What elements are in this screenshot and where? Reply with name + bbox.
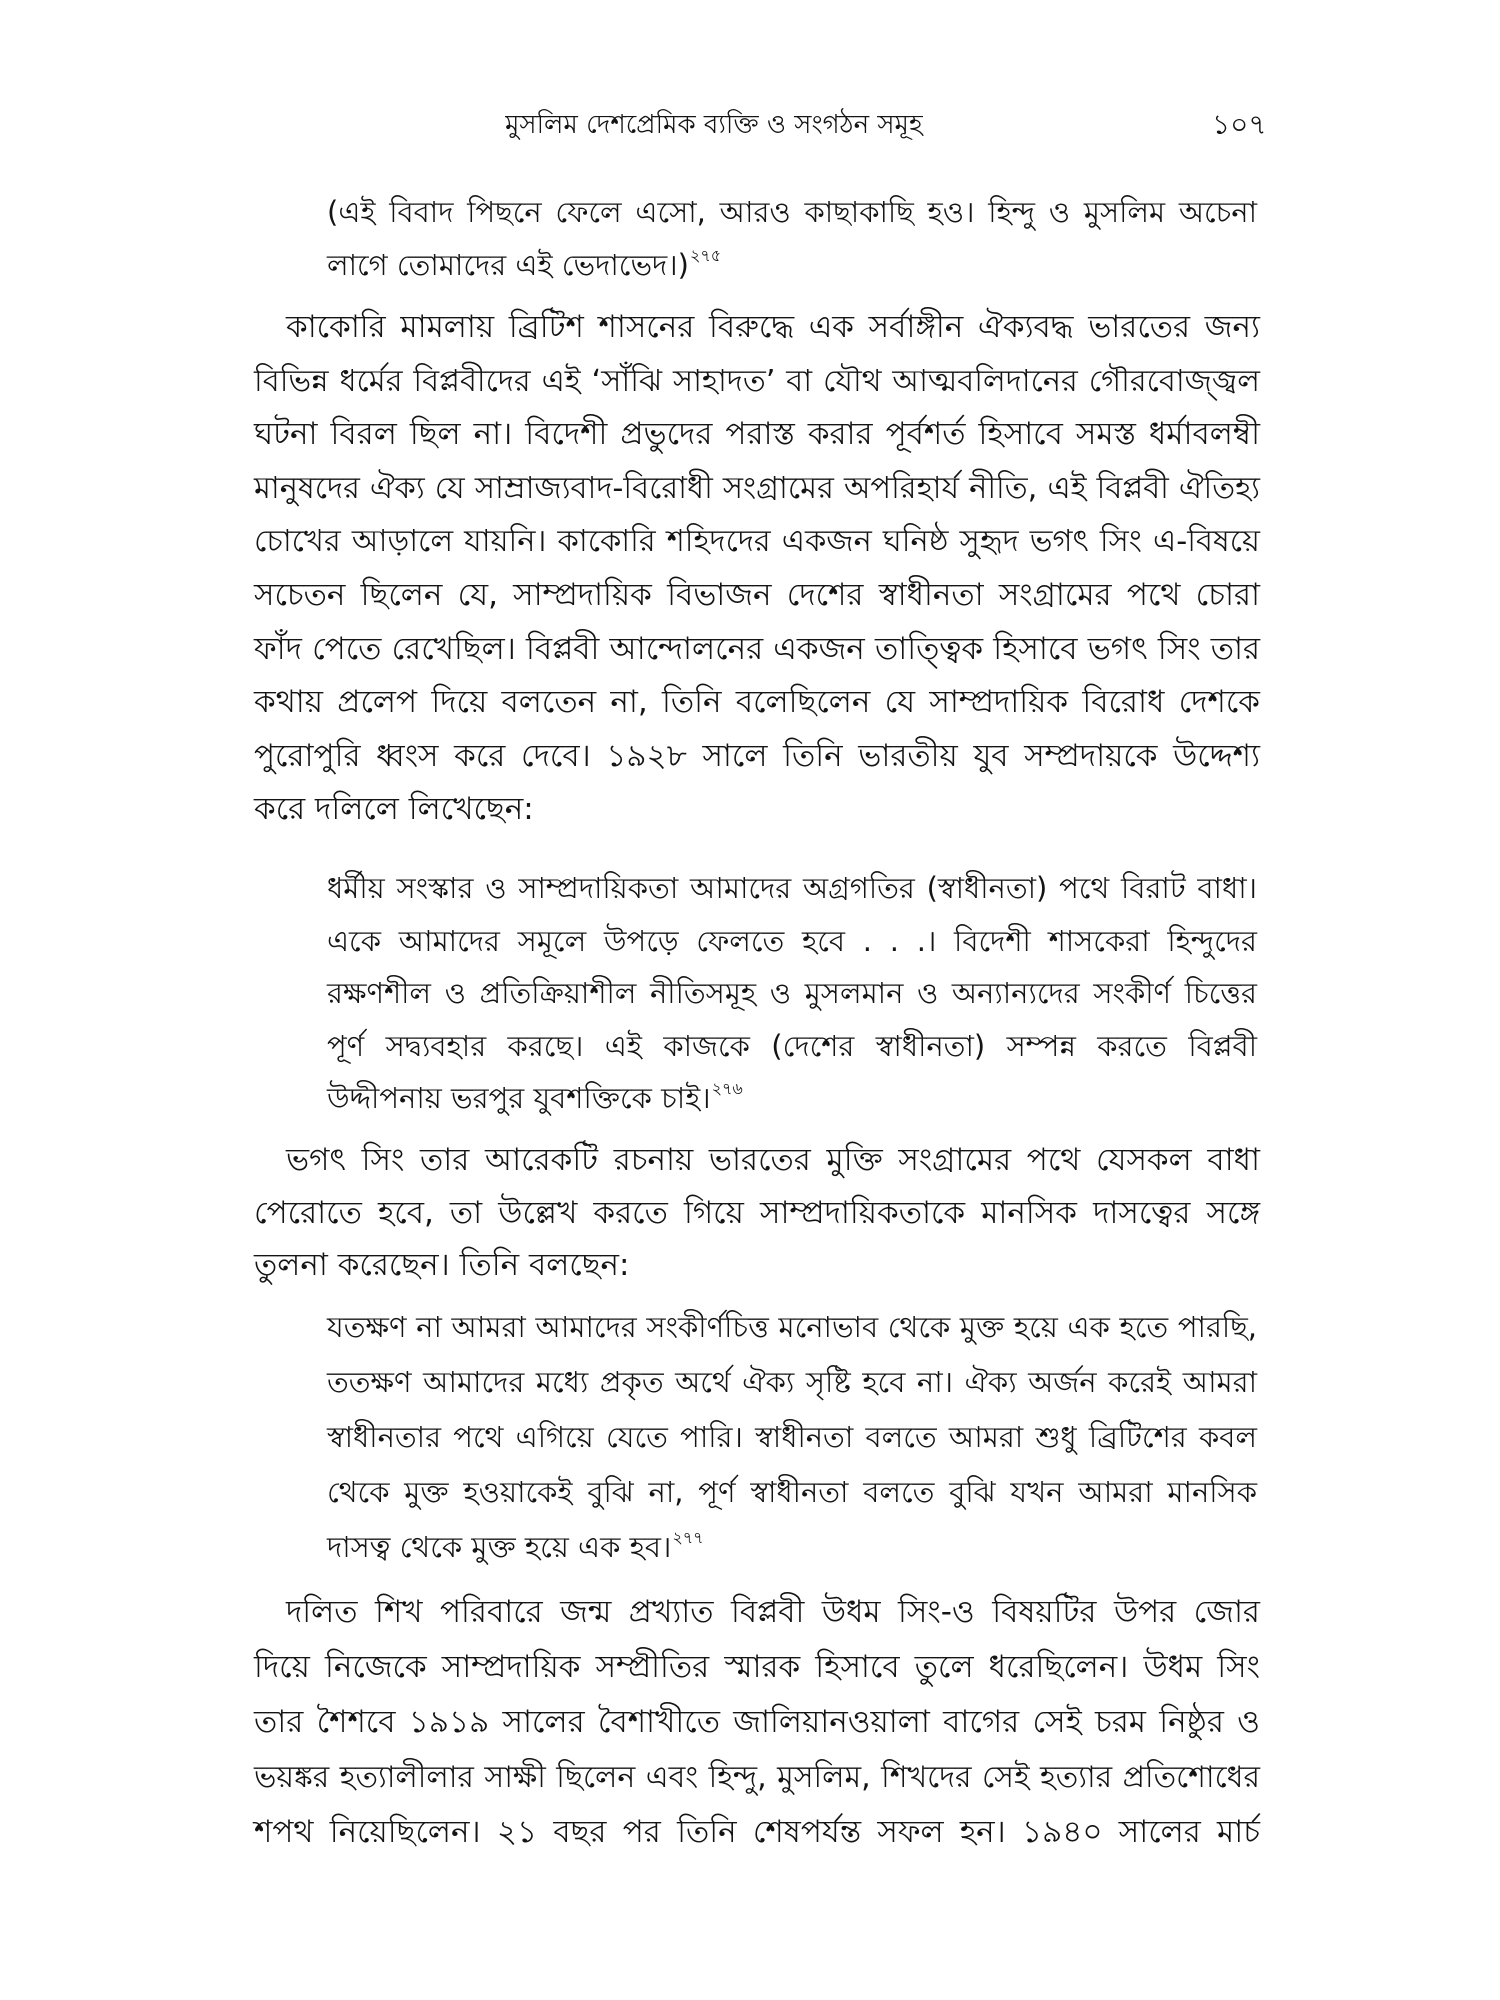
- text-line: পূর্ণ সদ্ব্যবহার করছে। এই কাজকে (দেশের স্বাধীনতা) সম্পন্ন করতে বিপ্লবী: [327, 1028, 1257, 1063]
- text-line: শপথ নিয়েছিলেন। ২১ বছর পর তিনি শেষপর্যন্ত সফল হন। ১৯৪০ সালের মার্চ: [254, 1814, 1260, 1850]
- text-line: তুলনা করেছেন। তিনি বলছেন:: [254, 1247, 630, 1283]
- text-line: ঘটনা বিরল ছিল না। বিদেশী প্রভুদের পরাস্ত করার পূর্বশর্ত হিসাবে সমস্ত ধর্মাবলম্বী: [254, 416, 1260, 453]
- text-line: ফাঁদ পেতে রেখেছিল। বিপ্লবী আন্দোলনের একজন তাত্ত্বিক হিসাবে ভগৎ সিং তার: [254, 630, 1260, 667]
- text-line: দলিত শিখ পরিবারে জন্ম প্রখ্যাত বিপ্লবী উধম সিং-ও বিষয়টির উপর জোর: [286, 1594, 1260, 1630]
- text-line: ভয়ঙ্কর হত্যালীলার সাক্ষী ছিলেন এবং হিন্দু, মুসলিম, শিখদের সেই হত্যার প্রতিশোধের: [254, 1760, 1260, 1795]
- block-quote: [327, 186, 1257, 292]
- text-line: পুরোপুরি ধ্বংস করে দেবে। ১৯২৮ সালে তিনি ভারতীয় যুব সম্প্রদায়কে উদ্দেশ্য: [254, 737, 1260, 774]
- running-head: মুসলিম দেশপ্রেমিক ব্যক্তি ও সংগঠন সমূহ: [505, 110, 923, 140]
- footnote-marker: ২৭৫: [689, 246, 722, 266]
- page-number: ১০৭: [1212, 108, 1267, 141]
- paragraph: [254, 1585, 1260, 1860]
- text-line: যতক্ষণ না আমরা আমাদের সংকীর্ণচিত্ত মনোভাব থেকে মুক্ত হয়ে এক হতে পারছি,: [327, 1310, 1257, 1344]
- text-line: উদ্দীপনায় ভরপুর যুবশক্তিকে চাই।$^{২৭৬}$: [327, 1079, 743, 1115]
- block-quote: [327, 862, 1257, 1125]
- block-quote: [327, 1300, 1257, 1575]
- paragraph: [254, 301, 1260, 837]
- footnote-marker: ২৭৬: [711, 1079, 743, 1099]
- text-line: একে আমাদের সমূলে উপড়ে ফেলতে হবে . . .। বিদেশী শাসকেরা হিন্দুদের: [327, 923, 1257, 958]
- text-line: কথায় প্রলেপ দিয়ে বলতেন না, তিনি বলেছিলেন যে সাম্প্রদায়িক বিরোধ দেশকে: [254, 684, 1260, 721]
- text-line: বিভিন্ন ধর্মের বিপ্লবীদের এই ‘সাঁঝি সাহাদত’ বা যৌথ আত্মবলিদানের গৌরবোজ্জ্বল: [254, 363, 1260, 399]
- footnote-marker: ২৭৭: [672, 1528, 704, 1548]
- text-line: লাগে তোমাদের এই ভেদাভেদ।)$^{২৭৫}$: [327, 246, 722, 282]
- text-line: চোখের আড়ালে যায়নি। কাকোরি শহিদদের একজন ঘনিষ্ঠ সুহৃদ ভগৎ সিং এ-বিষয়ে: [254, 524, 1260, 560]
- text-line: করে দলিলে লিখেছেন:: [254, 791, 534, 828]
- text-line: রক্ষণশীল ও প্রতিক্রিয়াশীল নীতিসমূহ ও মুসলমান ও অন্যান্যদের সংকীর্ণ চিত্তের: [327, 976, 1257, 1010]
- text-line: থেকে মুক্ত হওয়াকেই বুঝি না, পূর্ণ স্বাধীনতা বলতে বুঝি যখন আমরা মানসিক: [327, 1475, 1257, 1509]
- text-line: স্বাধীনতার পথে এগিয়ে যেতে পারি। স্বাধীনতা বলতে আমরা শুধু ব্রিটিশের কবল: [327, 1420, 1257, 1454]
- text-line: (এই বিবাদ পিছনে ফেলে এসো, আরও কাছাকাছি হও। হিন্দু ও মুসলিম অচেনা: [327, 195, 1257, 229]
- text-line: দাসত্ব থেকে মুক্ত হয়ে এক হব।$^{২৭৭}$: [327, 1528, 704, 1564]
- text-line: কাকোরি মামলায় ব্রিটিশ শাসনের বিরুদ্ধে এক সর্বাঙ্গীন ঐক্যবদ্ধ ভারতের জন্য: [286, 309, 1260, 345]
- text-line: দিয়ে নিজেকে সাম্প্রদায়িক সম্প্রীতির স্মারক হিসাবে তুলে ধরেছিলেন। উধম সিং: [254, 1649, 1260, 1685]
- text-line: ততক্ষণ আমাদের মধ্যে প্রকৃত অর্থে ঐক্য সৃষ্টি হবে না। ঐক্য অর্জন করেই আমরা: [327, 1365, 1257, 1399]
- text-line: তার শৈশবে ১৯১৯ সালের বৈশাখীতে জালিয়ানওয়ালা বাগের সেই চরম নিষ্ঠুর ও: [254, 1704, 1260, 1740]
- text-line: মানুষদের ঐক্য যে সাম্রাজ্যবাদ-বিরোধী সংগ্রামের অপরিহার্য নীতি, এই বিপ্লবী ঐতিহ্য: [254, 470, 1260, 506]
- paragraph: [254, 1134, 1260, 1292]
- text-line: পেরোতে হবে, তা উল্লেখ করতে গিয়ে সাম্প্রদায়িকতাকে মানসিক দাসত্বের সঙ্গে: [254, 1194, 1260, 1231]
- text-line: ধর্মীয় সংস্কার ও সাম্প্রদায়িকতা আমাদের অগ্রগতির (স্বাধীনতা) পথে বিরাট বাধা।: [327, 871, 1257, 905]
- text-line: সচেতন ছিলেন যে, সাম্প্রদায়িক বিভাজন দেশের স্বাধীনতা সংগ্রামের পথে চোরা: [254, 576, 1260, 613]
- text-line: ভগৎ সিং তার আরেকটি রচনায় ভারতের মুক্তি সংগ্রামের পথে যেসকল বাধা: [286, 1142, 1260, 1178]
